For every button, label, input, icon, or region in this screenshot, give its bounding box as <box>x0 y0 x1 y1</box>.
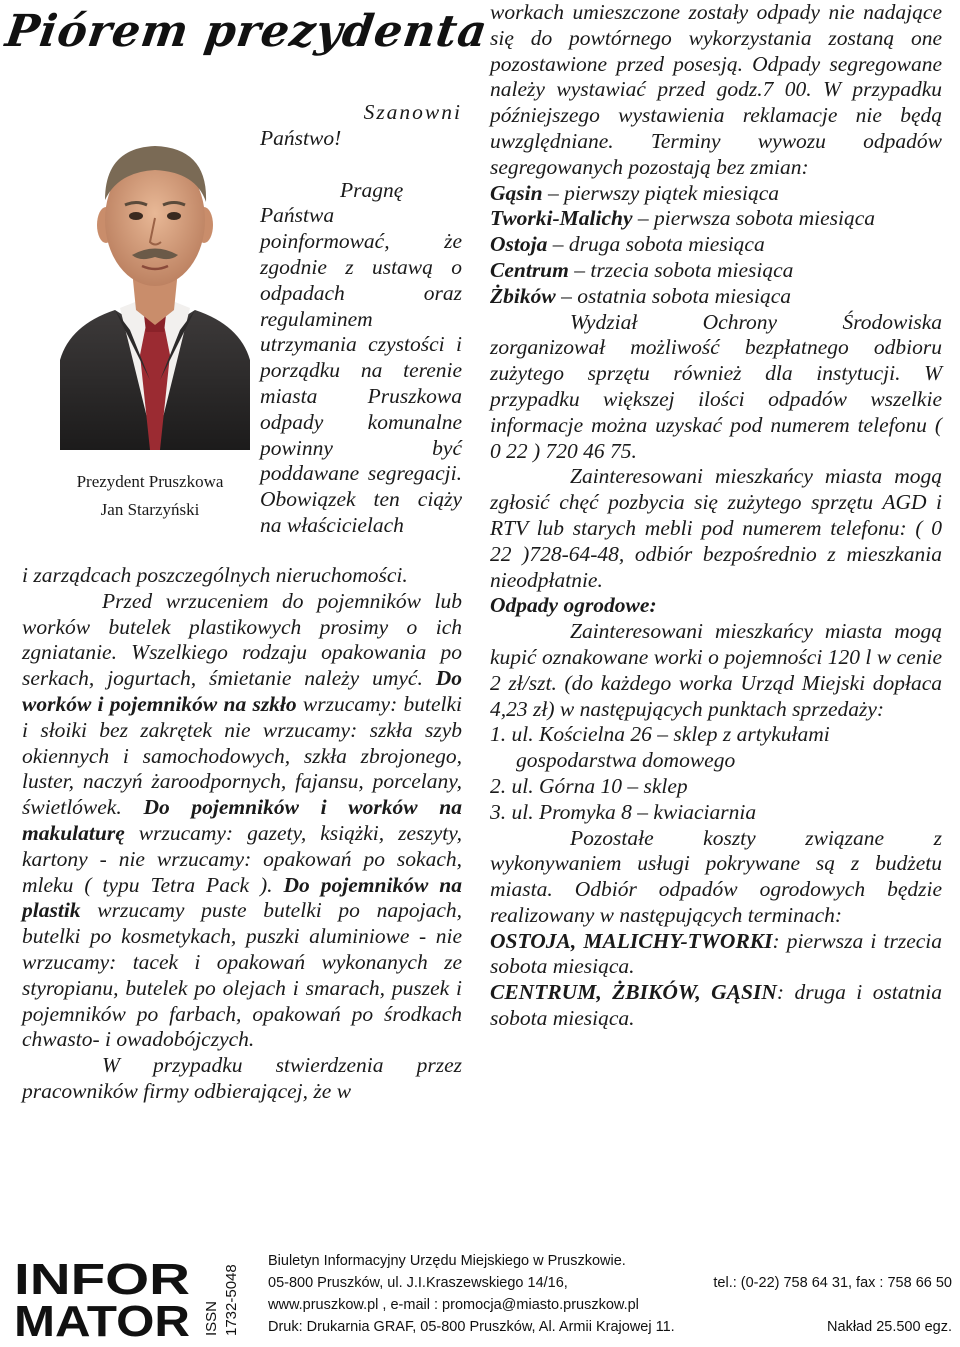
paper-heading: Do pojemników i worków na makulaturę <box>22 795 463 845</box>
footer <box>0 1242 960 1347</box>
term-text: : druga i ostatnia sobota miesiąca. <box>490 980 942 1031</box>
schedule-item <box>490 181 942 207</box>
paragraph-garden-bags: Zainteresowani mieszkańcy miasta mogą kupić oznakowane worki o pojemności 120 l w cenie 2 zł/szt. (do każdego worka Urząd Miejski dopłaca 4,23 zł) w następujących punktach sprzedaży: <box>490 619 942 721</box>
paper-text: wrzucamy: gazety, książki, zeszyty, kartony - nie wrzucamy: opakowań po sokach, mleku ( typu Tetra Pack ). <box>22 820 462 897</box>
paragraph-rejection-cont: workach umieszczone zostały odpady nie nadające się do powtórnego wykorzystania zostaną one pozostawione przed posesją. Odpady segregowane należy wystawiać przed godz.7 00. W przypadku późniejszego wystawienia reklamacje nie będą uwzględniane. Terminy wywozu odpadów segregowanych pozostają bez zmian: <box>490 0 942 179</box>
garden-heading <box>490 593 942 619</box>
term-place: CENTRUM, ŻBIKÓW, GĄSIN <box>490 980 777 1005</box>
sales-point: 2. ul. Górna 10 – sklep <box>490 773 688 798</box>
paragraph-intro: Pragnę Państwa poinformować, że zgodnie z ustawą o odpadach oraz regulaminem utrzymania czystości i porządku na terenie miasta Pruszkowa odpady komunalne powinny być poddawane segregacji. Obowiązek ten ciąży na właścicielach <box>260 177 462 537</box>
publisher-info <box>268 1250 952 1338</box>
schedule-place: Tworki-Malichy <box>490 206 633 231</box>
sales-points-list <box>490 722 942 825</box>
print-text: Druk: Drukarnia GRAF, 05-800 Pruszków, Al. Armii Krajowej 11. <box>268 1319 675 1335</box>
schedule-text: – druga sobota miesiąca <box>552 232 765 257</box>
schedule-text: – pierwsza sobota miesiąca <box>637 206 876 231</box>
circulation-text: Nakład 25.500 egz. <box>827 1319 952 1335</box>
plastic-heading: Do pojemników na plastik <box>22 872 462 923</box>
phone-text: tel.: (0-22) 758 64 31, fax : 758 66 50 <box>713 1275 952 1291</box>
sales-point: 1. ul. Kościelna 26 – sklep z artykułami gospodarstwa domowego <box>490 722 830 773</box>
garden-term-2 <box>490 980 942 1032</box>
sales-point: 3. ul. Promyka 8 – kwiaciarnia <box>490 799 757 824</box>
publisher-line: Biuletyn Informacyjny Urzędu Miejskiego w Pruszkowie. <box>268 1253 626 1269</box>
garden-term-1 <box>490 929 942 981</box>
schedule-text: – trzecia sobota miesiąca <box>574 257 794 282</box>
plastic-text: wrzucamy puste butelki po napojach, butelki po kosmetykach, puszki aluminiowe - nie wrzucamy: tacek i opakowań wykonanych ze styropianu, butelek po olejach i smarach, puszek i pojemników po farbach, opakowań po środkach chwasto- i owadobójczych. <box>22 898 463 1052</box>
schedule-text: – pierwszy piątek miesiąca <box>547 180 780 205</box>
paragraph-electronics: Wydział Ochrony Środowiska zorganizował możliwość bezpłatnego odbioru zużytego sprzętu również dla instytucji. W przypadku większej ilości odpadów wszelkie informacje można uzyskać pod numerem telefonu ( 0 22 ) 720 46 75. <box>490 309 942 463</box>
rules-text: Przed wrzuceniem do pojemników lub worków butelek plastikowych prosimy o ich zgniatanie. Wszelkiego rodzaju opakowania po serkach, jogurtach, śmietanie należy umyć. <box>22 588 462 691</box>
schedule-place: Centrum <box>490 257 569 282</box>
issn-label: ISSN <box>203 1300 220 1336</box>
address-row <box>268 1272 952 1294</box>
print-row <box>268 1316 952 1338</box>
paragraph-rejection-start: W przypadku stwierdzenia przez pracowników firmy odbierającej, że w <box>22 1053 462 1103</box>
paragraph-appliances: Zainteresowani mieszkańcy miasta mogą zgłosić chęć pozbycia się zużytego sprzętu AGD i RTV lub starych mebli pod numerem telefonu: ( 0 22 )728-64-48, odbiór bezpośrednio z mieszkania nieodpłatnie. <box>490 464 942 592</box>
schedule-item <box>490 284 942 310</box>
informator-logo <box>14 1256 194 1338</box>
term-place: OSTOJA, MALICHY-TWORKI <box>490 928 773 953</box>
issn-block <box>196 1256 246 1338</box>
schedule-list <box>490 181 942 310</box>
paragraph-garden-costs: Pozostałe koszty związane z wykonywaniem usługi pokrywane są z budżetu miasta. Odbiór odpadów ogrodowych będzie realizowany w następujących terminach: <box>490 825 942 927</box>
web-line: www.pruszkow.pl , e-mail : promocja@miasto.pruszkow.pl <box>268 1297 639 1313</box>
photo-caption <box>50 468 250 524</box>
caption-title: Prezydent Pruszkowa <box>76 472 224 491</box>
article-left-column <box>22 563 462 1105</box>
paragraph-rules <box>22 589 462 1053</box>
caption-name: Jan Starzyński <box>100 500 200 519</box>
article-right-column <box>490 0 942 1032</box>
schedule-place: Gąsin <box>490 180 543 205</box>
president-portrait-image <box>60 120 250 450</box>
issn-number: 1732-5048 <box>223 1264 240 1336</box>
schedule-place: Ostoja <box>490 232 548 257</box>
glass-text: wrzucamy: butelki i słoiki bez zakrętek nie wrzucamy: szkła szyb okiennych i samochodowych, szkła zbrojonego, luster, naczyń żaroodpornych, fajansu, porcelany, świetlówek. <box>22 691 462 820</box>
garden-heading-text: Odpady ogrodowe: <box>490 593 657 618</box>
term-text: : pierwsza i trzecia sobota miesiąca. <box>490 928 942 979</box>
article-intro <box>260 100 462 539</box>
glass-heading: Do worków i pojemników na szkło <box>22 666 463 716</box>
paragraph-intro-end: i zarządcach poszczególnych nieruchomości. <box>22 563 408 587</box>
greeting-line-2: Państwo! <box>260 125 342 150</box>
schedule-item <box>490 232 942 258</box>
schedule-item <box>490 258 942 284</box>
logo-text-top: INFOR <box>14 1256 190 1304</box>
page-title: Piórem prezydenta <box>2 6 491 57</box>
address-text: 05-800 Pruszków, ul. J.I.Kraszewskiego 14/16, <box>268 1275 568 1291</box>
schedule-text: – ostatnia sobota miesiąca <box>561 283 792 308</box>
schedule-item <box>490 206 942 232</box>
greeting-line-1: Szanowni <box>363 100 462 124</box>
schedule-place: Żbików <box>490 283 556 308</box>
logo-text-bottom: MATOR <box>14 1297 190 1338</box>
